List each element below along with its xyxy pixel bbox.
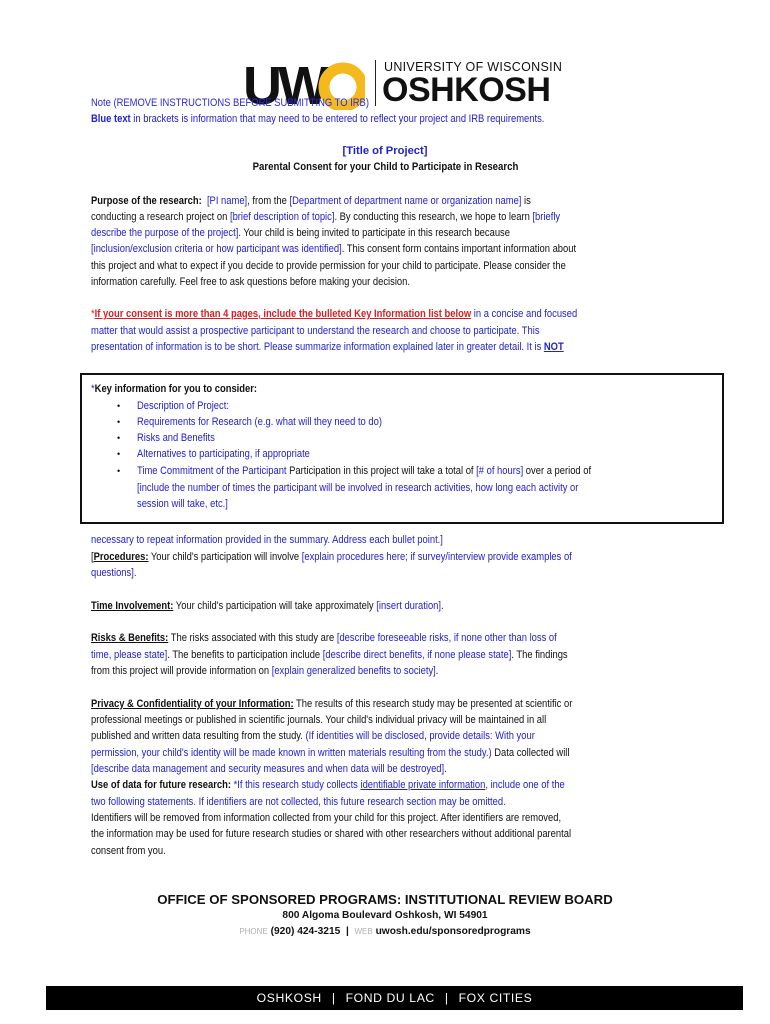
campus-bar	[46, 986, 743, 1010]
risks-line-2: time, please state]. The benefits to participation include [describe direct benefits, if none please state]. The findings	[91, 649, 568, 661]
privacy-line-4: permission, your child's identity will be made known in written materials resulting from the study.) Data collected will	[91, 747, 570, 759]
key-item-requirements: Requirements for Research (e.g. what will they need to do)	[137, 416, 382, 428]
summary-note: necessary to repeat information provided in the summary. Address each bullet point.]	[91, 534, 443, 546]
bullet-icon: •	[117, 401, 121, 411]
purpose-line-6: information carefully. Feel free to ask questions before making your decision.	[91, 276, 410, 288]
blue-text-instruction: Blue text in brackets is information that may need to be entered to reflect your project and IRB requirements.	[91, 113, 545, 125]
future-line-5: consent from you.	[91, 845, 166, 857]
purpose-line-5: this project and what to expect if you decide to provide permission for your child to participate. Please consider the	[91, 260, 566, 272]
purpose-line-2: conducting a research project on [brief description of topic]. By conducting this research, we hope to learn [briefly	[91, 211, 561, 223]
procedures-line-1: [Procedures: Your child's participation will involve [explain procedures here; if survey/interview provide examples of	[91, 551, 572, 563]
document-subtitle: Parental Consent for your Child to Participate in Research	[252, 161, 518, 173]
time-involvement: Time Involvement: Your child's participation will take approximately [insert duration].	[91, 600, 444, 612]
phone-label: PHONE	[239, 927, 268, 936]
contact-divider: |	[345, 926, 349, 937]
future-line-2: two following statements. If identifiers are not collected, this future research section may be omitted.	[91, 796, 506, 808]
svg-text:UW: UW	[243, 60, 325, 110]
key-info-note-line-2: matter that would assist a prospective participant to understand the research and choose to participate. This	[91, 325, 540, 337]
privacy-line-5: [describe data management and security measures and when data will be destroyed].	[91, 763, 447, 775]
privacy-line-3: published and written data resulting from the study. (If identities will be disclosed, provide details: With your	[91, 730, 535, 742]
future-line-4: the information may be used for future research studies or shared with other researchers without additional parental	[91, 828, 572, 840]
campus-fond-du-lac: FOND DU LAC	[345, 991, 435, 1005]
key-item-time-line-2: [include the number of times the participant will be involved in research activities, how long each activity or	[137, 482, 579, 494]
campus-separator: |	[444, 991, 449, 1005]
purpose-line-1: Purpose of the research: [PI name], from the [Department of department name or organization name] is	[91, 195, 531, 207]
risks-line-1: Risks & Benefits: The risks associated with this study are [describe foreseeable risks, if none other than loss of	[91, 632, 557, 644]
logo-campus-text: OSHKOSH	[382, 71, 551, 109]
privacy-line-1: Privacy & Confidentiality of your Information: The results of this research study may be presented at scientific or	[91, 698, 573, 710]
key-item-alternatives: Alternatives to participating, if appropriate	[137, 448, 310, 460]
privacy-line-2: professional meetings or published in scientific journals. Your child's individual privacy will be maintained in all	[91, 714, 547, 726]
key-item-time-line-3: session will take, etc.]	[137, 498, 228, 510]
key-info-note-line-3: presentation of information is to be short. Please summarize information explained later in greater detail. It is NOT	[91, 341, 564, 353]
future-line-3: Identifiers will be removed from information collected from your child for this project. After identifiers are removed,	[91, 812, 562, 824]
campus-separator: |	[331, 991, 336, 1005]
phone-number: (920) 424-3215	[270, 926, 341, 937]
bullet-icon: •	[117, 449, 121, 459]
office-contact	[0, 926, 770, 937]
bullet-icon: •	[117, 466, 121, 476]
key-item-risks: Risks and Benefits	[137, 432, 215, 444]
logo-university-text: UNIVERSITY OF WISCONSIN	[384, 60, 563, 74]
key-item-time-commitment: Time Commitment of the Participant Participation in this project will take a total of [# of hours] over a period of	[137, 465, 592, 477]
office-title: OFFICE OF SPONSORED PROGRAMS: INSTITUTIONAL REVIEW BOARD	[157, 892, 613, 907]
office-address: 800 Algoma Boulevard Oshkosh, WI 54901	[282, 910, 488, 921]
web-link[interactable]: uwosh.edu/sponsoredprograms	[375, 926, 531, 937]
logo-divider	[375, 60, 376, 106]
key-info-note-line-1: *If your consent is more than 4 pages, include the bulleted Key Information list below in a concise and focused	[91, 308, 578, 320]
purpose-line-3: describe the purpose of the project]. Your child is being invited to participate in this research because	[91, 227, 510, 239]
campus-fox-cities: FOX CITIES	[458, 991, 533, 1005]
title-placeholder: [Title of Project]	[342, 145, 428, 157]
instruction-note: Note (REMOVE INSTRUCTIONS BEFORE SUBMITTING TO IRB)	[91, 97, 369, 109]
key-info-heading: *Key information for you to consider:	[91, 383, 258, 395]
bullet-icon: •	[117, 417, 121, 427]
bullet-icon: •	[117, 433, 121, 443]
campus-oshkosh: OSHKOSH	[256, 991, 322, 1005]
procedures-line-2: questions].	[91, 567, 137, 579]
purpose-line-4: [inclusion/exclusion criteria or how participant was identified]. This consent form contains important information about	[91, 243, 577, 255]
future-line-1: Use of data for future research: *If this research study collects identifiable private information, include one of the	[91, 779, 565, 791]
risks-line-3: from this project will provide information on [explain generalized benefits to society].	[91, 665, 439, 677]
web-label: WEB	[354, 927, 373, 936]
key-item-description: Description of Project:	[137, 400, 229, 412]
